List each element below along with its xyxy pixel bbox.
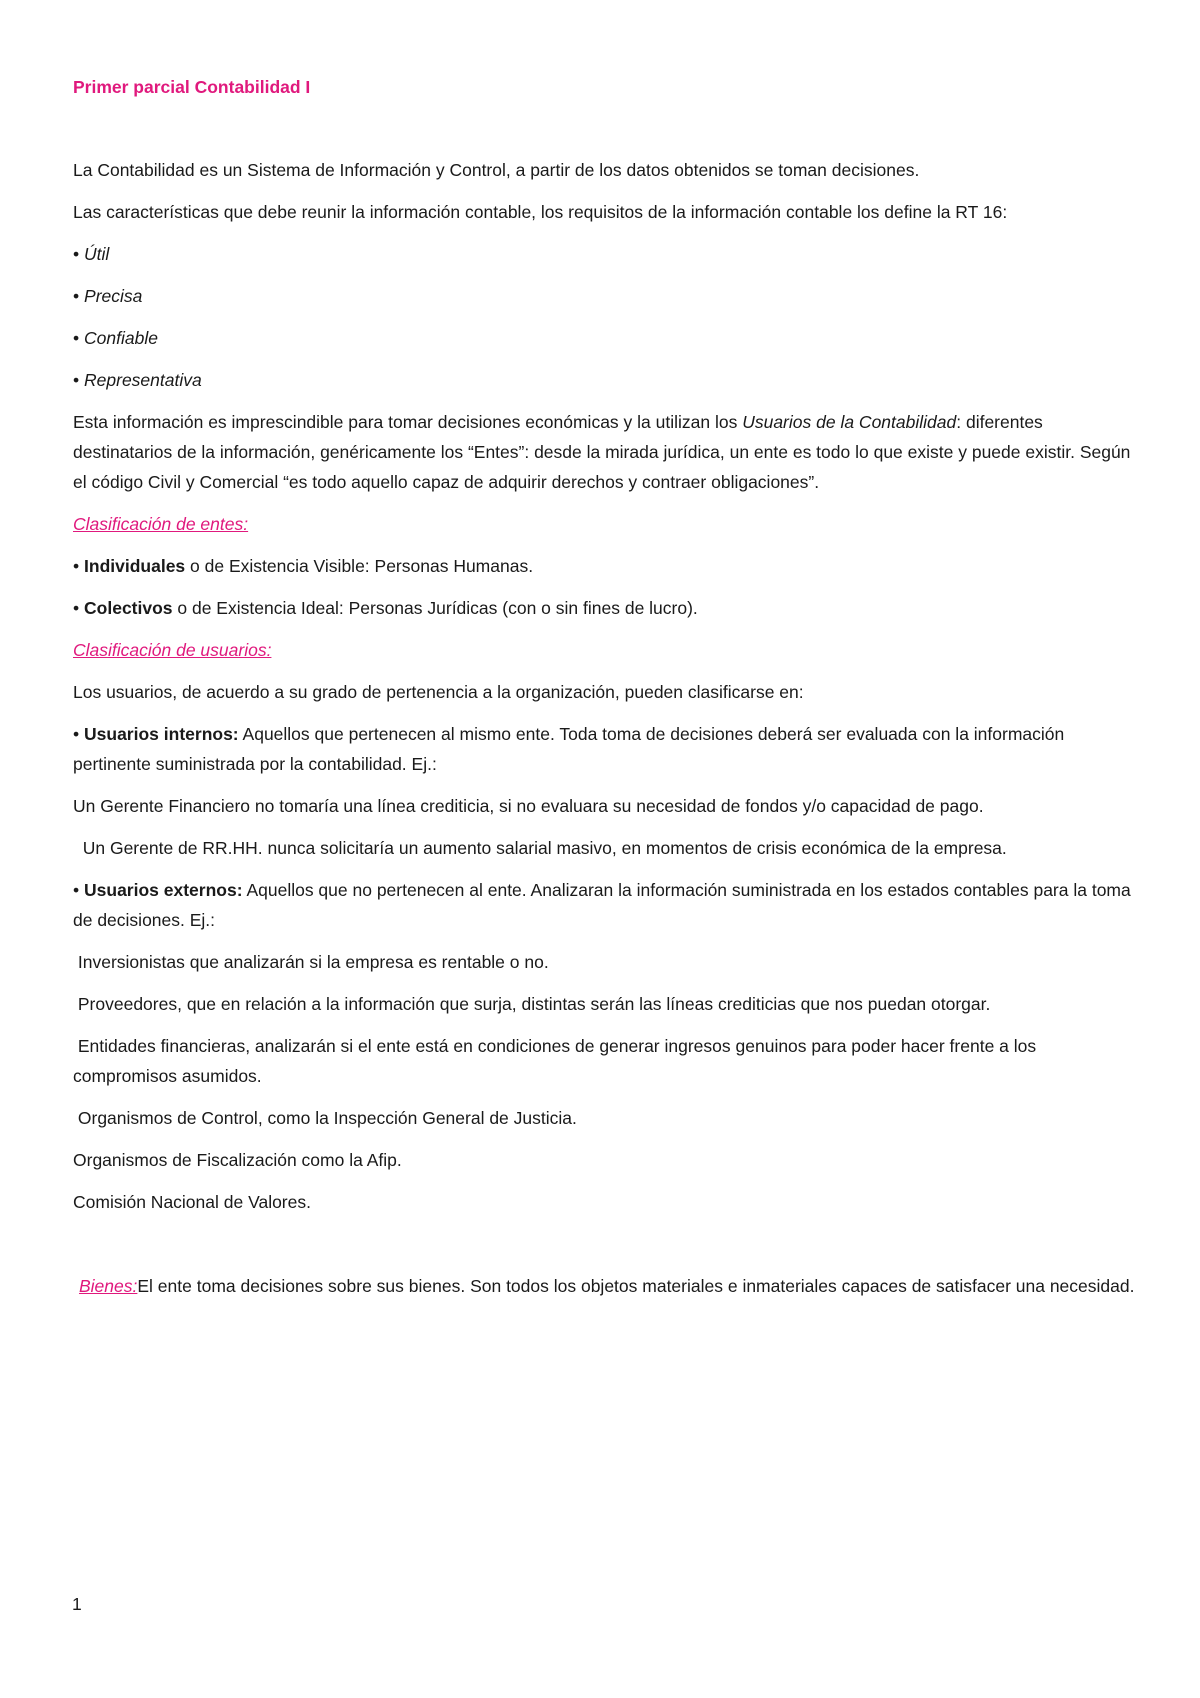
example-line: Organismos de Fiscalización como la Afip.: [73, 1150, 402, 1170]
list-item: [73, 239, 1135, 269]
list-item: [73, 551, 1135, 581]
text-run: Aquellos que pertenecen al mismo ente. Toda toma de decisiones deberá ser evaluada con la información pertinente suministrada por la contabilidad. Ej.:: [73, 724, 1065, 774]
paragraph-clasificacion: Los usuarios, de acuerdo a su grado de pertenencia a la organización, pueden clasificarse en:: [73, 682, 804, 702]
section-heading-usuarios: [73, 635, 1135, 665]
term-bold: Usuarios externos:: [84, 880, 243, 900]
example-line: Organismos de Control, como la Inspección General de Justicia.: [73, 1108, 577, 1128]
example-line: Comisión Nacional de Valores.: [73, 1192, 311, 1212]
document-body: [73, 72, 1135, 1301]
bullet: •: [73, 880, 80, 900]
list-item: [73, 365, 1135, 395]
text-run: Esta información es imprescindible para tomar decisiones económicas y la utilizan los: [73, 412, 743, 432]
text-run: Aquellos que no pertenecen al ente. Analizaran la información suministrada en los estados contables para la toma de decisiones. Ej.:: [73, 880, 1131, 930]
quality-label: Útil: [84, 244, 110, 264]
document-title: Primer parcial Contabilidad I: [73, 77, 311, 97]
paragraph-usuarios-contabilidad: [73, 407, 1135, 497]
page-number: 1: [72, 1594, 82, 1614]
list-item: [73, 719, 1135, 779]
example-line: Inversionistas que analizarán si la empresa es rentable o no.: [73, 952, 549, 972]
term-bold: Individuales: [84, 556, 186, 576]
example-line: Un Gerente de RR.HH. nunca solicitaría un aumento salarial masivo, en momentos de crisis económica de la empresa.: [73, 838, 1007, 858]
text-run: El ente toma decisiones sobre sus bienes. Son todos los objetos materiales e inmateriales capaces de satisfacer una necesidad.: [137, 1276, 1135, 1296]
spacer: [73, 1229, 1135, 1271]
term-bold: Colectivos: [84, 598, 173, 618]
bullet: •: [73, 598, 80, 618]
paragraph-caracteristicas: Las características que debe reunir la información contable, los requisitos de la información contable los define la RT 16:: [73, 202, 1008, 222]
text-run: o de Existencia Visible: Personas Humanas.: [185, 556, 534, 576]
list-item: [73, 875, 1135, 935]
bullet: •: [73, 328, 80, 348]
spacer: [73, 102, 1135, 155]
bullet: •: [73, 244, 80, 264]
bullet: •: [73, 724, 80, 744]
bullet: •: [73, 370, 80, 390]
paragraph-bienes: [73, 1271, 1135, 1301]
heading-text: Bienes:: [79, 1276, 138, 1296]
term-bold: Usuarios internos:: [84, 724, 239, 744]
text-run-italic: Usuarios de la Contabilidad: [742, 412, 957, 432]
list-item: [73, 593, 1135, 623]
paragraph-intro: La Contabilidad es un Sistema de Información y Control, a partir de los datos obtenidos se toman decisiones.: [73, 160, 920, 180]
list-item: [73, 281, 1135, 311]
heading-text: Clasificación de entes:: [73, 514, 249, 534]
text-run: o de Existencia Ideal: Personas Jurídicas (con o sin fines de lucro).: [172, 598, 698, 618]
section-heading-entes: [73, 509, 1135, 539]
heading-text: Clasificación de usuarios:: [73, 640, 272, 660]
bullet: •: [73, 286, 80, 306]
bullet: •: [73, 556, 80, 576]
text-run: : diferentes destinatarios de la información, genéricamente los “Entes”: desde la mirada jurídica, un ente es todo lo que existe y puede existir. Según el código Civil y Comercial “es todo aquello capaz de adquirir derechos y contraer obligaciones”.: [73, 412, 1131, 492]
quality-label: Confiable: [84, 328, 158, 348]
quality-label: Precisa: [84, 286, 143, 306]
quality-label: Representativa: [84, 370, 202, 390]
example-line: Proveedores, que en relación a la información que surja, distintas serán las líneas crediticias que nos puedan otorgar.: [73, 994, 991, 1014]
example-line: Un Gerente Financiero no tomaría una línea crediticia, si no evaluara su necesidad de fondos y/o capacidad de pago.: [73, 796, 984, 816]
example-line: Entidades financieras, analizarán si el ente está en condiciones de generar ingresos genuinos para poder hacer frente a los compromisos asumidos.: [73, 1036, 1042, 1086]
list-item: [73, 323, 1135, 353]
